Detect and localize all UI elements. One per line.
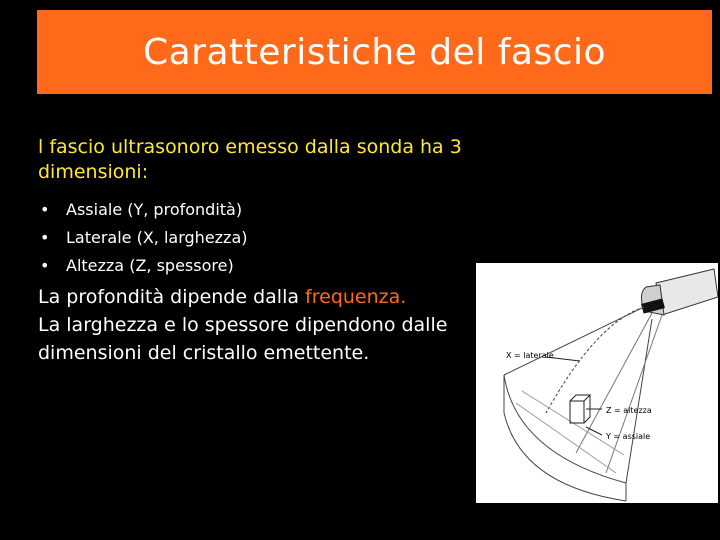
list-item: • Assiale (Y, profondità) xyxy=(40,196,248,224)
width-sentence: La larghezza e lo spessore dipendono dalle dimensioni del cristallo emettente. xyxy=(38,314,448,364)
depth-sentence: La profondità dipende dalla frequenza. xyxy=(38,286,407,308)
title-banner xyxy=(37,10,712,94)
beam-fan xyxy=(504,307,662,501)
beam-illustration xyxy=(476,263,718,503)
beam-diagram xyxy=(476,263,718,503)
dimension-list xyxy=(40,196,248,280)
page-title: Caratteristiche del fascio xyxy=(142,31,607,73)
list-item: • Altezza (Z, spessore) xyxy=(40,252,248,280)
list-item: • Laterale (X, larghezza) xyxy=(40,224,248,252)
intro-text: l fascio ultrasonoro emesso dalla sonda ha 3 dimensioni: xyxy=(38,136,462,183)
bullet-icon: • xyxy=(40,200,50,219)
bullet-icon: • xyxy=(40,256,50,275)
label-lateral: X = laterale xyxy=(506,351,554,360)
bullet-icon: • xyxy=(40,228,50,247)
explanation-paragraph xyxy=(38,283,478,367)
frequency-highlight: frequenza. xyxy=(305,286,407,308)
label-height: Z = altezza xyxy=(606,406,652,415)
label-axial: Y = assiale xyxy=(606,432,651,441)
probe-icon xyxy=(641,269,718,315)
